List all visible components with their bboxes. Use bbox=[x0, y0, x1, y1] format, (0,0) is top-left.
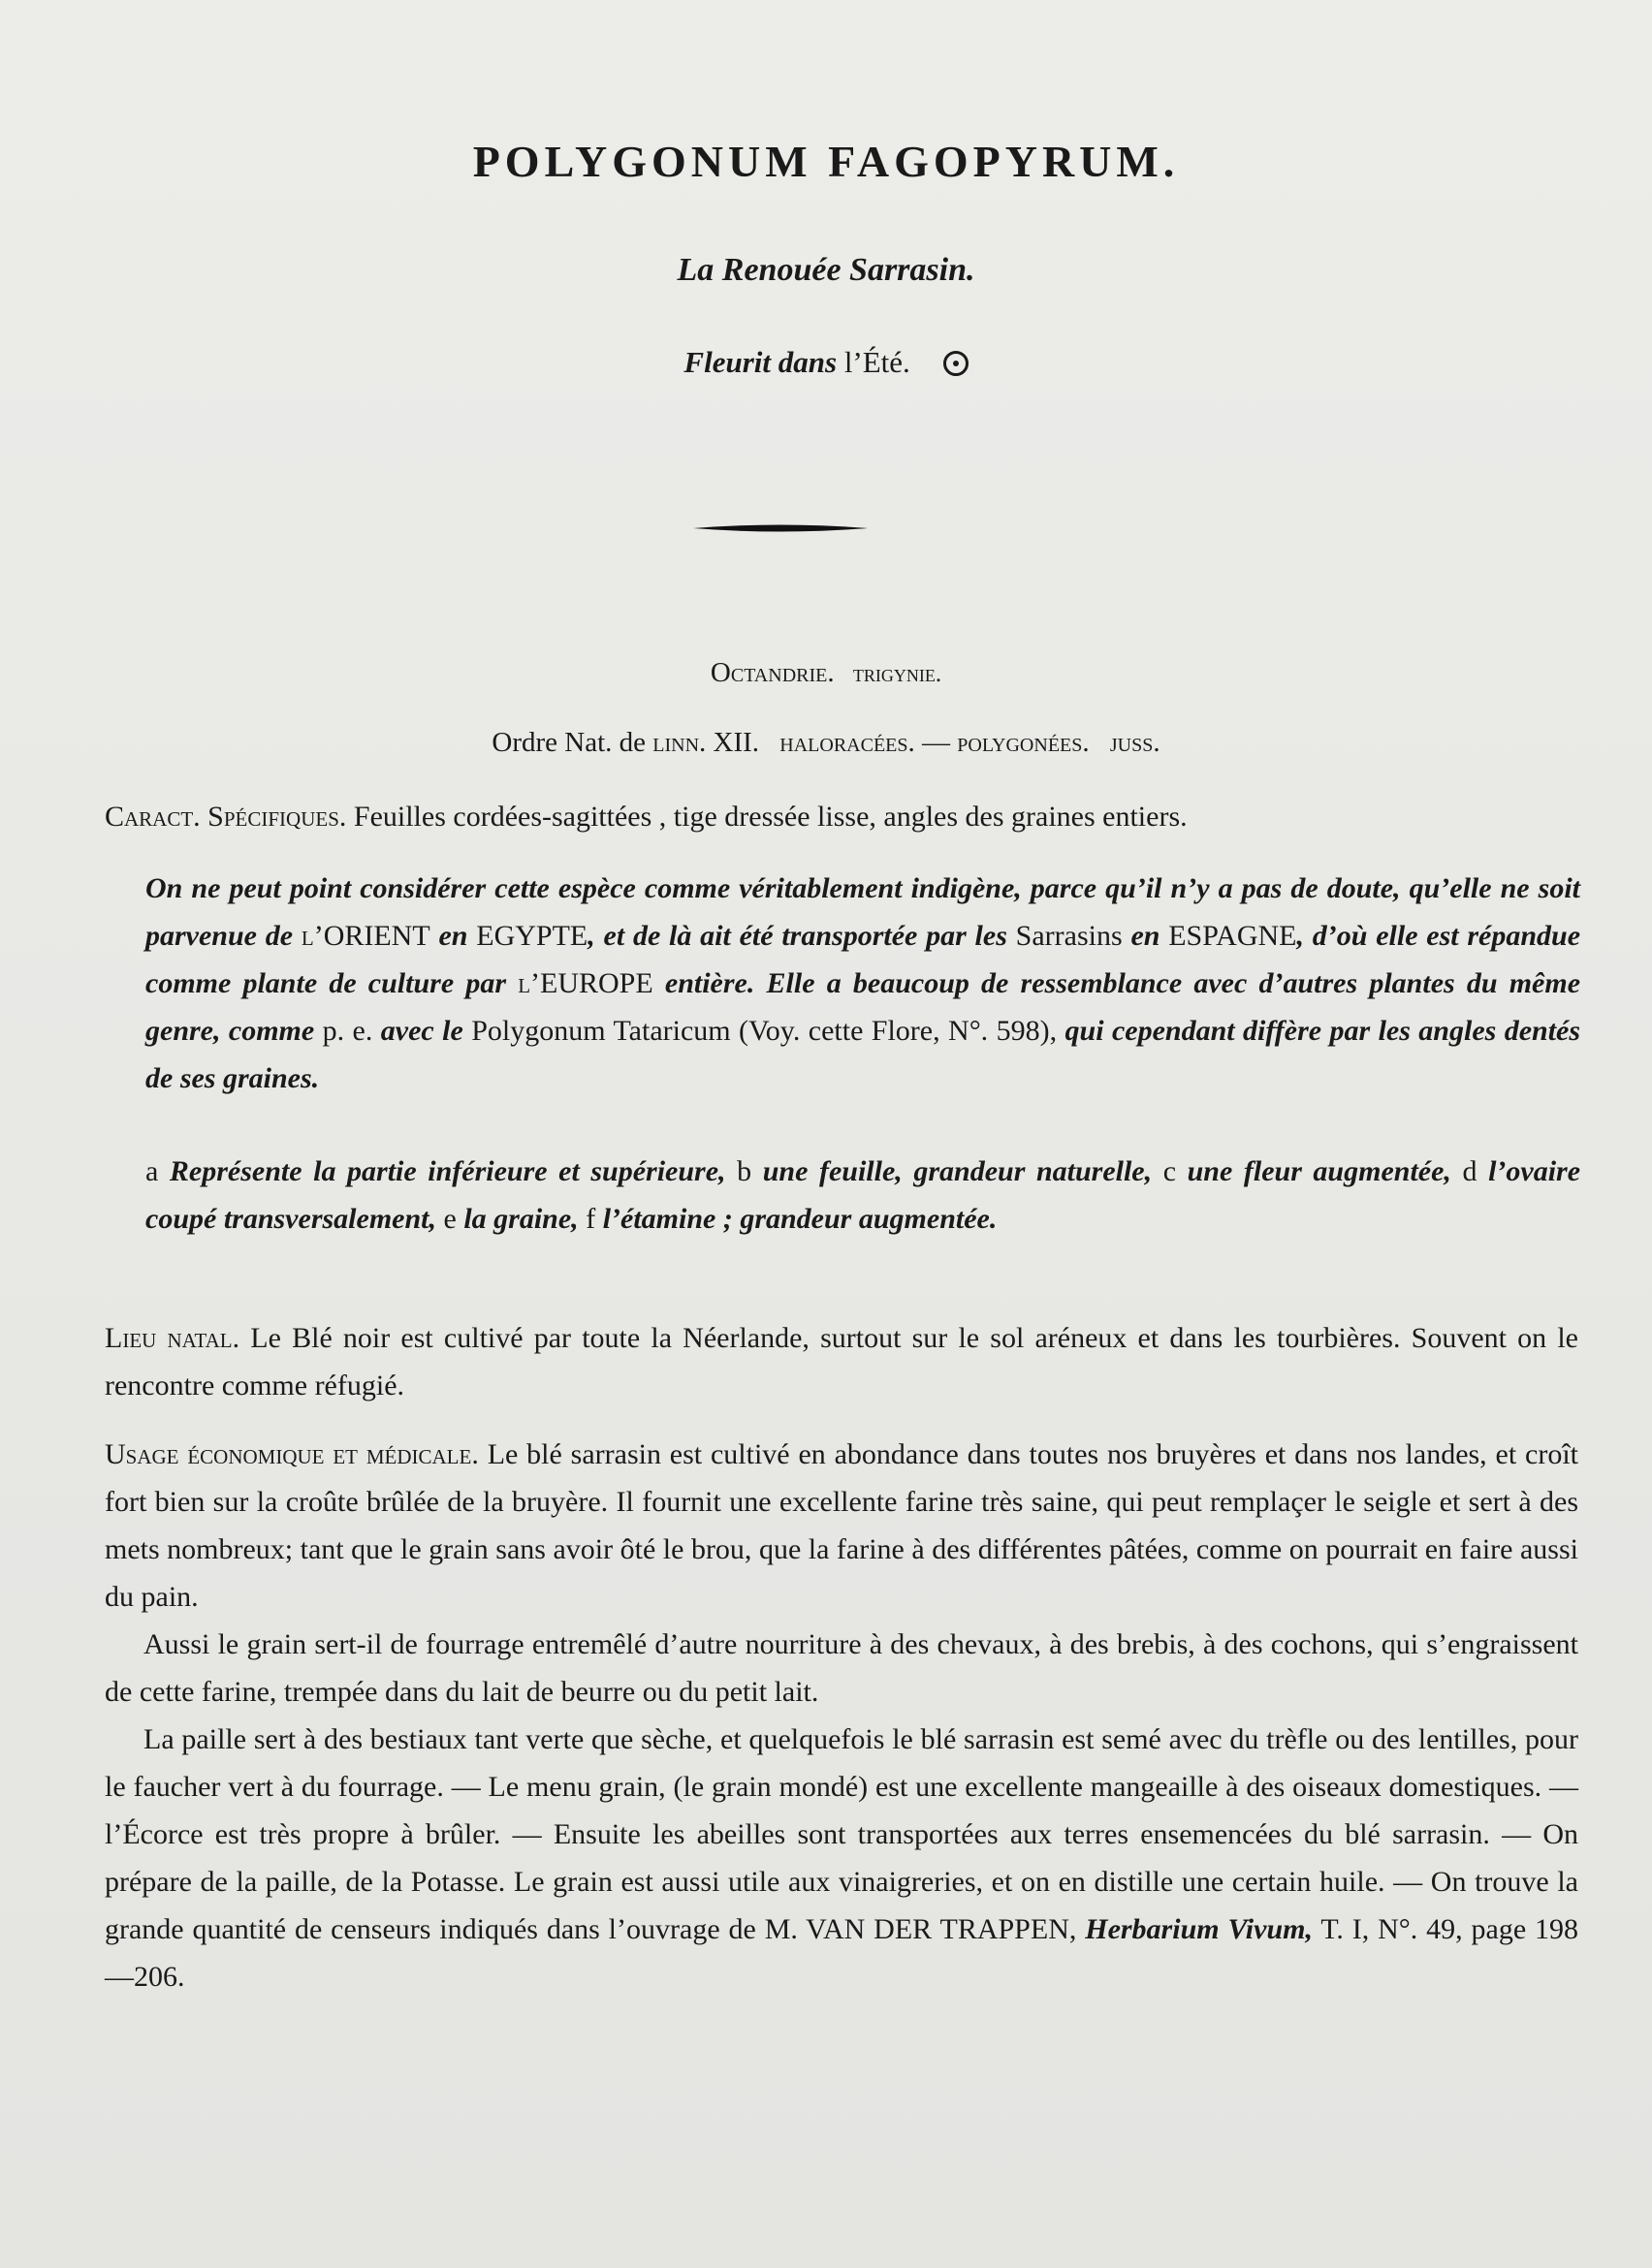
place-espagne: ESPAGNE bbox=[1168, 920, 1297, 952]
habitat-paragraph bbox=[105, 1314, 1578, 1409]
common-name: La Renouée Sarrasin. bbox=[677, 252, 975, 288]
habitat-label: Lieu natal. bbox=[105, 1322, 240, 1354]
legend-text: Représente la partie inférieure et supérieure, bbox=[169, 1155, 726, 1187]
legend-text: une fleur augmentée, bbox=[1187, 1155, 1451, 1187]
nat-order-prefix: Ordre Nat. de bbox=[492, 727, 646, 758]
description-text: en bbox=[1130, 920, 1160, 952]
work-title: Herbarium Vivum, bbox=[1085, 1913, 1313, 1945]
page-title: POLYGONUM FAGOPYRUM. bbox=[472, 137, 1180, 186]
flowering-line bbox=[0, 345, 1652, 380]
usage-paragraph-3 bbox=[105, 1716, 1578, 2000]
cross-reference: Polygonum Tataricum (Voy. cette Flore, N°. 598), bbox=[471, 1015, 1058, 1047]
flowering-season: l’Été. bbox=[843, 345, 910, 379]
legend-letter: e bbox=[443, 1203, 457, 1235]
usage-paragraph-1 bbox=[105, 1431, 1578, 1621]
flowering-label: Fleurit dans bbox=[683, 345, 838, 379]
juss-abbrev: juss. bbox=[1109, 727, 1160, 758]
work-reference: T. I, N°. 49, page 198—206. bbox=[105, 1913, 1579, 1993]
abbrev-pe: p. e. bbox=[322, 1015, 373, 1047]
description-text: , et de là ait été transportée par les bbox=[588, 920, 1007, 952]
haloracees: haloracées. bbox=[779, 727, 915, 758]
usage-section bbox=[105, 1431, 1578, 2000]
usage-label: Usage économique et médicale. bbox=[105, 1438, 479, 1470]
legend-text: l’étamine ; grandeur augmentée. bbox=[602, 1203, 998, 1235]
place-europe: l’EUROPE bbox=[518, 967, 653, 999]
author-name: M. VAN DER TRAPPEN, bbox=[764, 1913, 1077, 1945]
specific-characters bbox=[105, 793, 1578, 840]
order-dash: — bbox=[922, 727, 951, 758]
people-sarrasins: Sarrasins bbox=[1015, 920, 1123, 952]
linn-number: XII. bbox=[713, 727, 760, 758]
legend-letter: d bbox=[1462, 1155, 1477, 1187]
legend-letter: b bbox=[737, 1155, 752, 1187]
place-egypte: EGYPTE bbox=[476, 920, 588, 952]
linnaean-class bbox=[0, 657, 1652, 689]
description-text: On ne peut point considérer cette espèce comme véritablement indigène, parce qu’il n’y a pas de doute, qu’elle ne soit parvenue de bbox=[145, 872, 1580, 952]
description-text: en bbox=[438, 920, 468, 952]
decorative-rule bbox=[693, 523, 868, 533]
habitat-text: Le Blé noir est cultivé par toute la Néerlande, surtout sur le sol aréneux et dans les tourbières. Souvent on le rencontre comme réfugié. bbox=[105, 1322, 1578, 1402]
usage-text: La paille sert à des bestiaux tant verte que sèche, et quelquefois le blé sarrasin est semé avec du trèfle ou des lentilles, pour le faucher vert à du fourrage. — Le menu grain, (le grain mondé) est une excellente mangeaille à des oiseaux domestiques. — l’Écorce est très propre à brûler. — Ensuite les abeilles sont transportées aux terres ensemencées du blé sarrasin. — On prépare de la paille, de la Potasse. Le grain est aussi utile aux vinaigreries, et on en distille une certain huile. — On trouve la grande quantité de censeurs indiqués dans l’ouvrage de bbox=[105, 1723, 1578, 1945]
description-text: entière. Elle a beaucoup de ressemblance avec d’autres plantes du même genre, comme bbox=[145, 967, 1581, 1047]
legend-text: une feuille, grandeur naturelle, bbox=[762, 1155, 1153, 1187]
legend-text: l’ovaire coupé transversalement, bbox=[145, 1155, 1581, 1235]
order-name: trigynie. bbox=[852, 661, 942, 687]
legend-text: la graine, bbox=[463, 1203, 579, 1235]
usage-paragraph-2: Aussi le grain sert-il de fourrage entremêlé d’autre nourriture à des chevaux, à des brebis, à des cochons, qui s’engraissent de cette farine, trempée dans du lait de beurre ou du petit lait. bbox=[105, 1628, 1578, 1708]
figure-legend bbox=[145, 1148, 1580, 1243]
legend-letter: c bbox=[1162, 1155, 1177, 1187]
class-name: Octandrie. bbox=[710, 657, 835, 688]
legend-letter: f bbox=[586, 1203, 596, 1235]
description-text: qui cependant diffère par les angles dentés de ses graines. bbox=[145, 1015, 1581, 1094]
linn-abbrev: linn. bbox=[652, 727, 707, 758]
description-paragraph bbox=[145, 865, 1580, 1102]
sun-annual-icon bbox=[943, 351, 969, 376]
legend-letter: a bbox=[145, 1155, 159, 1187]
polygonees: polygonées. bbox=[957, 727, 1090, 758]
description-text: , d’où elle est répandue comme plante de culture par bbox=[145, 920, 1581, 999]
natural-order bbox=[0, 727, 1652, 759]
description-text: avec le bbox=[380, 1015, 463, 1047]
characters-label: Caract. Spécifiques. bbox=[105, 801, 347, 833]
place-orient: l’ORIENT bbox=[301, 920, 430, 952]
usage-text: Le blé sarrasin est cultivé en abondance dans toutes nos bruyères et dans nos landes, et croît fort bien sur la croûte brûlée de la bruyère. Il fournit une excellente farine très saine, qui peut remplaçer le seigle et sert à des mets nombreux; tant que le grain sans avoir ôté le brou, que la farine à des différentes pâtées, comme on pourrait en faire aussi du pain. bbox=[105, 1438, 1578, 1613]
characters-text: Feuilles cordées-sagittées , tige dressée lisse, angles des graines entiers. bbox=[353, 801, 1188, 833]
